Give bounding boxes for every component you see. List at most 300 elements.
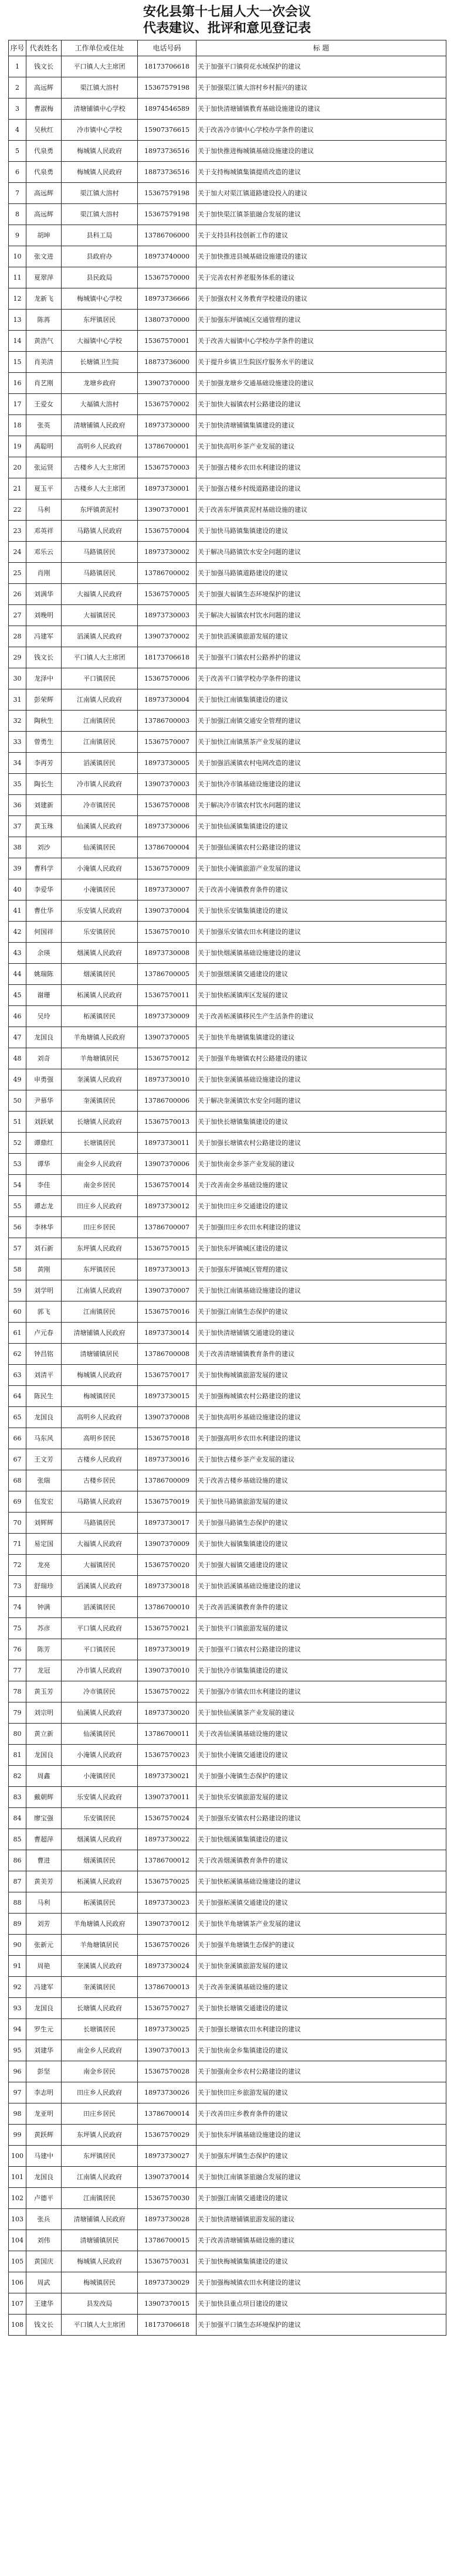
workplace-cell: 江南镇居民 [62, 2188, 138, 2209]
phone-cell: 18973730007 [138, 879, 196, 900]
table-row [9, 1027, 446, 1048]
suggestion-title: 关于加快长塘镇集镇建设的建议 [196, 1112, 446, 1133]
row-index: 89 [9, 1914, 26, 1935]
phone-cell: 13907370003 [138, 774, 196, 795]
representative-name: 刘石新 [26, 1238, 62, 1259]
workplace-cell: 清塘铺镇居民 [62, 2230, 138, 2251]
workplace-cell: 东坪镇居民 [62, 1259, 138, 1280]
workplace-cell: 冷市镇人民政府 [62, 774, 138, 795]
table-row [9, 732, 446, 753]
phone-cell: 13907370009 [138, 1534, 196, 1555]
workplace-cell: 平口镇人大主席团 [62, 56, 138, 77]
phone-cell: 18973730026 [138, 2082, 196, 2103]
phone-cell: 15367570018 [138, 1428, 196, 1449]
row-index: 107 [9, 2293, 26, 2315]
table-row [9, 98, 446, 120]
suggestion-title: 关于加快田庄乡旅游发展的建议 [196, 2082, 446, 2103]
table-row [9, 1914, 446, 1935]
workplace-cell: 江南镇居民 [62, 1301, 138, 1323]
table-row [9, 120, 446, 141]
suggestion-title: 关于加快古楼乡茶产业发展的建议 [196, 1449, 446, 1470]
phone-cell: 13907370006 [138, 1154, 196, 1175]
workplace-cell: 长塘镇人民政府 [62, 1998, 138, 2019]
suggestion-title: 关于加快清塘铺镇集镇建设的建议 [196, 415, 446, 436]
representative-name: 龙亮 [26, 1555, 62, 1576]
row-index: 4 [9, 120, 26, 141]
representative-name: 夏玉平 [26, 478, 62, 499]
representative-name: 龙国良 [26, 1745, 62, 1766]
table-row [9, 1534, 446, 1555]
representative-name: 谭志龙 [26, 1196, 62, 1217]
row-index: 67 [9, 1449, 26, 1470]
suggestion-title: 关于加快江南镇集镇建设的建议 [196, 689, 446, 711]
workplace-cell: 马路镇居民 [62, 1513, 138, 1534]
workplace-cell: 田庄乡人民政府 [62, 1196, 138, 1217]
workplace-cell: 南金乡居民 [62, 1175, 138, 1196]
phone-cell: 15367579198 [138, 183, 196, 204]
suggestion-title: 关于加快马路镇集镇建设的建议 [196, 521, 446, 542]
suggestion-title: 关于加强东坪镇生态保护的建议 [196, 2146, 446, 2167]
phone-cell: 15367570015 [138, 1238, 196, 1259]
workplace-cell: 梅城镇人民政府 [62, 2251, 138, 2272]
table-row [9, 2251, 446, 2272]
suggestion-title: 关于加强柘溪镇交通建设的建议 [196, 1892, 446, 1914]
table-row [9, 1956, 446, 1977]
row-index: 91 [9, 1956, 26, 1977]
suggestion-title: 关于加快长塘镇交通建设的建议 [196, 1998, 446, 2019]
table-row [9, 2315, 446, 2336]
suggestion-title: 关于加快江南镇黑茶产业发展的建议 [196, 732, 446, 753]
table-row [9, 1745, 446, 1766]
workplace-cell: 羊角塘镇人民政府 [62, 1914, 138, 1935]
row-index: 46 [9, 1006, 26, 1027]
table-row [9, 837, 446, 858]
row-index: 64 [9, 1386, 26, 1407]
table-row [9, 1428, 446, 1449]
representative-name: 刘满华 [26, 584, 62, 605]
row-index: 11 [9, 267, 26, 288]
suggestion-title: 关于加快小淹镇旅游产业发展的建议 [196, 858, 446, 879]
suggestion-title: 关于加快烟溪镇基础设施建设的建议 [196, 943, 446, 964]
suggestion-title: 关于加强平口镇荷花水域保护的建议 [196, 56, 446, 77]
phone-cell: 13786700001 [138, 436, 196, 457]
suggestion-title: 关于加强江南镇生态保护的建议 [196, 1301, 446, 1323]
representative-name: 何国祥 [26, 922, 62, 943]
table-row [9, 1871, 446, 1892]
workplace-cell: 古楼乡人民政府 [62, 1449, 138, 1470]
row-index: 99 [9, 2125, 26, 2146]
phone-cell: 15367570017 [138, 1365, 196, 1386]
representative-name: 肖刚 [26, 563, 62, 584]
row-index: 82 [9, 1766, 26, 1787]
workplace-cell: 滔溪镇居民 [62, 753, 138, 774]
suggestion-title: 关于加快推进梅城镇基础设施建设的建议 [196, 141, 446, 162]
representative-name: 张文进 [26, 246, 62, 267]
workplace-cell: 乐安镇居民 [62, 922, 138, 943]
phone-cell: 15367570024 [138, 1808, 196, 1829]
suggestion-title: 关于加快清塘铺镇交通建设的建议 [196, 1323, 446, 1344]
representative-name: 曹超萍 [26, 1829, 62, 1850]
row-index: 53 [9, 1154, 26, 1175]
representative-name: 代泉勇 [26, 162, 62, 183]
table-row [9, 943, 446, 964]
row-index: 21 [9, 478, 26, 499]
suggestion-title: 关于加快羊角塘镇集镇建设的建议 [196, 1027, 446, 1048]
row-index: 58 [9, 1259, 26, 1280]
phone-cell: 13907370011 [138, 1787, 196, 1808]
table-row [9, 1133, 446, 1154]
row-index: 12 [9, 288, 26, 310]
suggestion-title: 关于加快大福镇农村公路建设的建议 [196, 394, 446, 415]
table-row [9, 183, 446, 204]
representative-name: 罗生元 [26, 2019, 62, 2040]
representative-name: 谢珊 [26, 985, 62, 1006]
row-index: 93 [9, 1998, 26, 2019]
row-index: 28 [9, 626, 26, 647]
representative-name: 邓乐云 [26, 542, 62, 563]
row-index: 73 [9, 1576, 26, 1597]
suggestion-title: 关于加强马路镇生态保护的建议 [196, 1513, 446, 1534]
phone-cell: 13786700006 [138, 1090, 196, 1112]
suggestion-title: 关于加强仙溪镇农村公路建设的建议 [196, 837, 446, 858]
workplace-cell: 龙塘乡政府 [62, 373, 138, 394]
workplace-cell: 羊角塘镇人民政府 [62, 1027, 138, 1048]
phone-cell: 18973730021 [138, 1766, 196, 1787]
representative-name: 曹淑梅 [26, 98, 62, 120]
workplace-cell: 古楼乡人大主席团 [62, 457, 138, 478]
representative-name: 马利 [26, 499, 62, 521]
table-row [9, 1702, 446, 1724]
representative-name: 高远辉 [26, 183, 62, 204]
table-row [9, 1491, 446, 1513]
phone-cell: 15367570005 [138, 584, 196, 605]
workplace-cell: 烟溪镇人民政府 [62, 943, 138, 964]
workplace-cell: 长塘镇人民政府 [62, 1112, 138, 1133]
workplace-cell: 东坪镇人民政府 [62, 2125, 138, 2146]
workplace-cell: 小淹镇人民政府 [62, 858, 138, 879]
suggestion-title: 关于改善柘溪镇移民生产生活条件的建议 [196, 1006, 446, 1027]
suggestion-title: 关于加强大福镇交通建设的建议 [196, 1555, 446, 1576]
representative-name: 曹科学 [26, 858, 62, 879]
table-row [9, 2209, 446, 2230]
workplace-cell: 古楼乡居民 [62, 1470, 138, 1491]
phone-cell: 15367570019 [138, 1491, 196, 1513]
representative-name: 刘伟 [26, 2230, 62, 2251]
representative-name: 黄刚 [26, 1259, 62, 1280]
representative-name: 钟满 [26, 1597, 62, 1618]
row-index: 7 [9, 183, 26, 204]
table-row [9, 1766, 446, 1787]
representative-name: 王建华 [26, 2293, 62, 2315]
suggestion-title: 关于加强乐安镇农田水利建设的建议 [196, 922, 446, 943]
table-body [9, 56, 446, 2336]
workplace-cell: 奎溪镇居民 [62, 1090, 138, 1112]
workplace-cell: 仙溪镇人民政府 [62, 1702, 138, 1724]
workplace-cell: 清塘铺镇人民政府 [62, 415, 138, 436]
suggestion-title: 关于加强东坪镇城区管理的建议 [196, 1259, 446, 1280]
workplace-cell: 平口镇居民 [62, 668, 138, 689]
workplace-cell: 古楼乡人大主席团 [62, 478, 138, 499]
workplace-cell: 渠江镇大溶村 [62, 77, 138, 98]
representative-name: 谭鼎红 [26, 1133, 62, 1154]
suggestion-title: 关于支持梅城镇集镇提质改造的建议 [196, 162, 446, 183]
row-index: 25 [9, 563, 26, 584]
phone-cell: 15907376615 [138, 120, 196, 141]
phone-cell: 13786700015 [138, 2230, 196, 2251]
suggestion-title: 关于加强羊角塘镇农村公路建设的建议 [196, 1048, 446, 1069]
workplace-cell: 南金乡人民政府 [62, 1154, 138, 1175]
workplace-cell: 马路镇居民 [62, 542, 138, 563]
phone-cell: 15367570016 [138, 1301, 196, 1323]
workplace-cell: 清塘铺镇中心学校 [62, 98, 138, 120]
representative-name: 龙新飞 [26, 288, 62, 310]
workplace-cell: 大福镇中心学校 [62, 331, 138, 352]
table-row [9, 1280, 446, 1301]
suggestion-title: 关于加快高明乡基础设施建设的建议 [196, 1407, 446, 1428]
table-row [9, 1217, 446, 1238]
table-row [9, 774, 446, 795]
table-row [9, 225, 446, 246]
suggestion-title: 关于加快渠江镇茶旅融合发展的建议 [196, 204, 446, 225]
representative-name: 刘沙 [26, 837, 62, 858]
workplace-cell: 小淹镇居民 [62, 879, 138, 900]
workplace-cell: 奎溪镇居民 [62, 1977, 138, 1998]
phone-cell: 15367570001 [138, 331, 196, 352]
row-index: 55 [9, 1196, 26, 1217]
phone-cell: 15367579198 [138, 77, 196, 98]
row-index: 106 [9, 2272, 26, 2293]
row-index: 2 [9, 77, 26, 98]
phone-cell: 18973730023 [138, 1892, 196, 1914]
workplace-cell: 奎溪镇人民政府 [62, 1956, 138, 1977]
table-row [9, 2293, 446, 2315]
row-index: 69 [9, 1491, 26, 1513]
phone-cell: 13907370008 [138, 1407, 196, 1428]
suggestion-title: 关于加强平口镇农村公路养护的建议 [196, 647, 446, 668]
row-index: 68 [9, 1470, 26, 1491]
representative-name: 高远辉 [26, 77, 62, 98]
suggestion-title: 关于改善仙溪镇基础设施的建议 [196, 1724, 446, 1745]
row-index: 34 [9, 753, 26, 774]
suggestion-title: 关于解决奎溪镇饮水安全问题的建议 [196, 1090, 446, 1112]
table-row [9, 77, 446, 98]
table-row [9, 1998, 446, 2019]
phone-cell: 18973730027 [138, 2146, 196, 2167]
row-index: 71 [9, 1534, 26, 1555]
table-row [9, 352, 446, 373]
table-row [9, 584, 446, 605]
workplace-cell: 东坪镇居民 [62, 310, 138, 331]
suggestion-title: 关于加强马路镇道路建设的建议 [196, 563, 446, 584]
workplace-cell: 江南镇居民 [62, 732, 138, 753]
row-index: 40 [9, 879, 26, 900]
row-index: 94 [9, 2019, 26, 2040]
suggestion-title: 关于解决马路镇饮水安全问题的建议 [196, 542, 446, 563]
table-row [9, 373, 446, 394]
table-row [9, 563, 446, 584]
suggestion-title: 关于加强南金乡农村公路建设的建议 [196, 2061, 446, 2082]
row-index: 108 [9, 2315, 26, 2336]
phone-cell: 18973730010 [138, 1069, 196, 1090]
workplace-cell: 柘溪镇人民政府 [62, 985, 138, 1006]
phone-cell: 15367570007 [138, 732, 196, 753]
table-row [9, 1048, 446, 1069]
workplace-cell: 大福镇人民政府 [62, 1534, 138, 1555]
row-index: 75 [9, 1618, 26, 1639]
phone-cell: 15367570000 [138, 267, 196, 288]
table-row [9, 204, 446, 225]
workplace-cell: 仙溪镇居民 [62, 1724, 138, 1745]
workplace-cell: 田庄乡居民 [62, 2103, 138, 2125]
table-row [9, 626, 446, 647]
suggestion-title: 关于加快清塘铺镇教育基础设施建设的建议 [196, 98, 446, 120]
suggestion-title: 关于加快田庄乡交通建设的建议 [196, 1196, 446, 1217]
phone-cell: 15367570025 [138, 1871, 196, 1892]
representative-name: 周武 [26, 2272, 62, 2293]
suggestion-title: 关于加快大福镇集镇建设的建议 [196, 1534, 446, 1555]
table-row [9, 1112, 446, 1133]
workplace-cell: 冷市镇居民 [62, 1681, 138, 1702]
table-row [9, 1196, 446, 1217]
representative-name: 龙国良 [26, 1407, 62, 1428]
phone-cell: 18973730025 [138, 2019, 196, 2040]
table-row [9, 288, 446, 310]
phone-cell: 18973730022 [138, 1829, 196, 1850]
representative-name: 刘跃斌 [26, 1112, 62, 1133]
phone-cell: 18973730000 [138, 415, 196, 436]
phone-cell: 18873736516 [138, 162, 196, 183]
phone-cell: 18873736000 [138, 352, 196, 373]
workplace-cell: 冷市镇人民政府 [62, 1660, 138, 1681]
phone-cell: 15367570011 [138, 985, 196, 1006]
table-row [9, 689, 446, 711]
suggestion-title: 关于改善冷市镇中心学校办学条件的建议 [196, 120, 446, 141]
row-index: 54 [9, 1175, 26, 1196]
representative-name: 黄玉珠 [26, 816, 62, 837]
phone-cell: 18973736666 [138, 288, 196, 310]
phone-cell: 18973730008 [138, 943, 196, 964]
phone-cell: 18973730029 [138, 2272, 196, 2293]
phone-cell: 15367570026 [138, 1935, 196, 1956]
row-index: 29 [9, 647, 26, 668]
representative-name: 余瑛 [26, 943, 62, 964]
suggestion-title: 关于加快冷市镇集镇建设的建议 [196, 1660, 446, 1681]
row-index: 78 [9, 1681, 26, 1702]
representative-name: 刘辉辉 [26, 1513, 62, 1534]
workplace-cell: 烟溪镇人民政府 [62, 1829, 138, 1850]
row-index: 49 [9, 1069, 26, 1090]
column-header-phone: 电话号码 [138, 40, 196, 56]
workplace-cell: 梅城镇中心学校 [62, 288, 138, 310]
suggestion-title: 关于改善东坪镇黄泥村基础设施的建议 [196, 499, 446, 521]
table-row [9, 2125, 446, 2146]
table-row [9, 1829, 446, 1850]
workplace-cell: 东坪镇人民政府 [62, 1238, 138, 1259]
suggestion-title: 关于加快南金乡集镇建设的建议 [196, 2040, 446, 2061]
suggestion-title: 关于改善清塘铺镇基础设施的建议 [196, 2230, 446, 2251]
row-index: 44 [9, 964, 26, 985]
suggestion-title: 关于加快乐安镇集镇建设的建议 [196, 900, 446, 922]
workplace-cell: 高明乡居民 [62, 1428, 138, 1449]
workplace-cell: 长塘镇居民 [62, 1133, 138, 1154]
phone-cell: 13907370000 [138, 373, 196, 394]
workplace-cell: 田庄乡人民政府 [62, 2082, 138, 2103]
suggestion-title: 关于加强烟溪镇交通建设的建议 [196, 964, 446, 985]
row-index: 9 [9, 225, 26, 246]
phone-cell: 13907370012 [138, 1914, 196, 1935]
phone-cell: 13907370014 [138, 2167, 196, 2188]
representative-name: 龙国良 [26, 2167, 62, 2188]
phone-cell: 13786700002 [138, 563, 196, 584]
representative-name: 李佳 [26, 1175, 62, 1196]
suggestion-title: 关于加快奎溪镇旅游发展的建议 [196, 1956, 446, 1977]
column-header-name: 代表姓名 [26, 40, 62, 56]
workplace-cell: 柘溪镇居民 [62, 1006, 138, 1027]
suggestion-title: 关于加强长塘镇农村公路建设的建议 [196, 1133, 446, 1154]
table-row [9, 2167, 446, 2188]
table-row [9, 922, 446, 943]
table-row [9, 141, 446, 162]
representative-name: 钟昌铭 [26, 1344, 62, 1365]
representative-name: 黄跃辉 [26, 2125, 62, 2146]
workplace-cell: 烟溪镇居民 [62, 1850, 138, 1871]
suggestion-title: 关于加快梅城镇集镇建设的建议 [196, 2251, 446, 2272]
phone-cell: 13907370001 [138, 499, 196, 521]
phone-cell: 18173706618 [138, 647, 196, 668]
table-row [9, 1344, 446, 1365]
table-row [9, 985, 446, 1006]
row-index: 62 [9, 1344, 26, 1365]
row-index: 45 [9, 985, 26, 1006]
suggestion-title: 关于加快东坪镇城区建设的建议 [196, 1238, 446, 1259]
phone-cell: 15367570027 [138, 1998, 196, 2019]
row-index: 10 [9, 246, 26, 267]
phone-cell: 15367570022 [138, 1681, 196, 1702]
representative-name: 陶长生 [26, 774, 62, 795]
representative-name: 曹进 [26, 1850, 62, 1871]
column-header-workplace: 工作单位或住址 [62, 40, 138, 56]
representative-name: 刘奇 [26, 1048, 62, 1069]
row-index: 6 [9, 162, 26, 183]
workplace-cell: 滔溪镇居民 [62, 1597, 138, 1618]
workplace-cell: 清塘铺镇人民政府 [62, 2209, 138, 2230]
workplace-cell: 梅城镇人民政府 [62, 162, 138, 183]
phone-cell: 18973730001 [138, 478, 196, 499]
suggestion-title: 关于改善清塘铺镇教育条件的建议 [196, 1344, 446, 1365]
representative-name: 戴朝辉 [26, 1787, 62, 1808]
phone-cell: 15367570020 [138, 1555, 196, 1576]
suggestion-title: 关于加强羊角塘镇生态保护的建议 [196, 1935, 446, 1956]
row-index: 102 [9, 2188, 26, 2209]
workplace-cell: 冷市镇居民 [62, 795, 138, 816]
representative-name: 龙国良 [26, 1998, 62, 2019]
row-index: 101 [9, 2167, 26, 2188]
row-index: 1 [9, 56, 26, 77]
table-row [9, 647, 446, 668]
representative-name: 刘建华 [26, 2040, 62, 2061]
workplace-cell: 小淹镇居民 [62, 1766, 138, 1787]
suggestion-title: 关于加快乐安镇旅游发展的建议 [196, 1787, 446, 1808]
suggestion-title: 关于加快东坪镇基础设施建设的建议 [196, 2125, 446, 2146]
suggestion-title: 关于加快江南镇茶旅融合发展的建议 [196, 2167, 446, 2188]
workplace-cell: 长塘镇居民 [62, 2019, 138, 2040]
phone-cell: 18973730005 [138, 753, 196, 774]
row-index: 97 [9, 2082, 26, 2103]
table-row [9, 310, 446, 331]
suggestion-title: 关于加快柘溪镇库区发展的建议 [196, 985, 446, 1006]
representative-name: 吴秋红 [26, 120, 62, 141]
suggestion-title: 关于加快冷市镇基础设施建设的建议 [196, 774, 446, 795]
